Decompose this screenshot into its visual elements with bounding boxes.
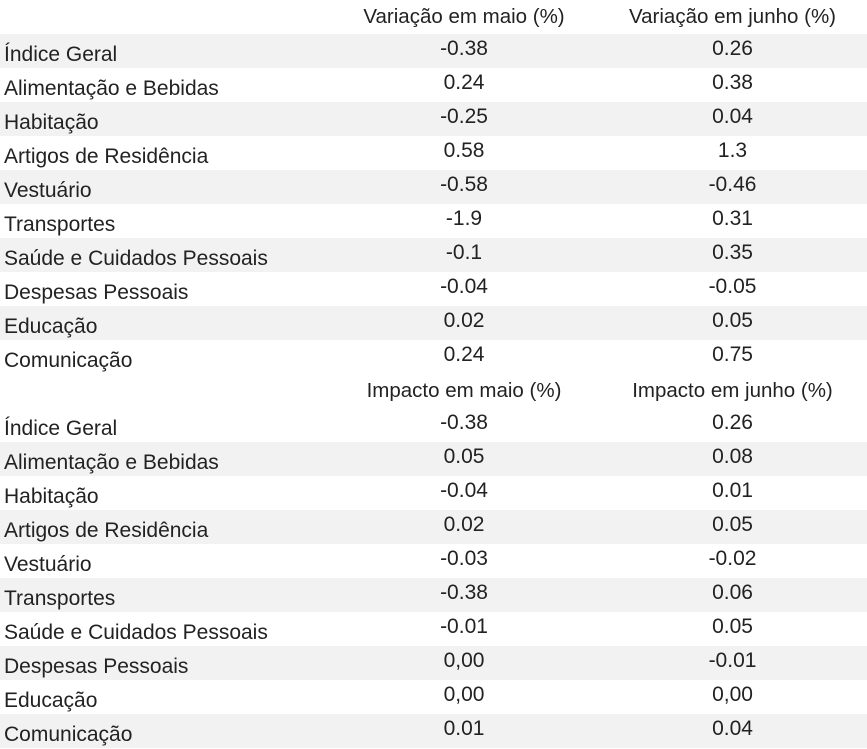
row-value-june: 0.75	[712, 343, 753, 366]
row-value-may: 0.58	[443, 139, 485, 162]
row-label: Educação	[4, 689, 98, 712]
row-value-may: -0.01	[440, 615, 488, 638]
table-row	[0, 272, 867, 306]
table2-header-may: Impacto em maio (%)	[366, 379, 562, 402]
row-label: Artigos de Residência	[4, 145, 209, 168]
row-value-june: -0.02	[708, 547, 757, 570]
table-row	[0, 170, 867, 204]
row-label: Índice Geral	[4, 417, 118, 440]
table-row	[0, 442, 867, 476]
row-value-june: 0.01	[712, 479, 753, 502]
row-value-june: 0.31	[712, 207, 753, 230]
row-label: Artigos de Residência	[4, 519, 209, 542]
row-label: Vestuário	[4, 553, 92, 576]
row-value-may: -0.38	[440, 411, 488, 434]
table1-header-row	[0, 0, 867, 34]
row-value-may: -1.9	[445, 207, 483, 230]
table-row	[0, 646, 867, 680]
row-value-june: 0.04	[712, 105, 753, 128]
table-row	[0, 238, 867, 272]
table-row	[0, 714, 867, 748]
table-row	[0, 408, 867, 442]
table-row	[0, 680, 867, 714]
row-value-june: -0.01	[708, 649, 757, 672]
row-label: Transportes	[4, 213, 116, 236]
row-label: Vestuário	[4, 179, 92, 202]
row-label: Comunicação	[4, 349, 133, 372]
table-row	[0, 544, 867, 578]
row-value-june: 0.35	[712, 241, 753, 264]
row-value-may: 0.24	[443, 343, 485, 366]
table-row	[0, 476, 867, 510]
row-value-june: 1.3	[717, 139, 748, 162]
row-value-may: -0.04	[440, 479, 488, 502]
row-value-may: 0,00	[443, 683, 485, 706]
row-value-may: -0.25	[440, 105, 488, 128]
table2-header-row	[0, 374, 867, 408]
row-value-june: 0.08	[712, 445, 753, 468]
row-label: Despesas Pessoais	[4, 281, 189, 304]
row-label: Alimentação e Bebidas	[4, 451, 219, 474]
row-value-june: 0.26	[712, 411, 753, 434]
table-row	[0, 34, 867, 68]
row-value-may: 0,00	[443, 649, 485, 672]
row-value-may: -0.1	[445, 241, 483, 264]
row-label: Habitação	[4, 111, 99, 134]
table-row	[0, 612, 867, 646]
row-value-june: 0,00	[712, 683, 753, 706]
row-value-may: -0.03	[440, 547, 488, 570]
row-value-june: -0.05	[708, 275, 757, 298]
table1-header-june: Variação em junho (%)	[629, 5, 836, 28]
row-value-may: 0.02	[443, 513, 485, 536]
row-label: Índice Geral	[4, 43, 118, 66]
table-row	[0, 102, 867, 136]
row-value-june: -0.46	[708, 173, 757, 196]
row-value-june: 0.06	[712, 581, 753, 604]
row-label: Alimentação e Bebidas	[4, 77, 219, 100]
table2-header-june: Impacto em junho (%)	[632, 379, 833, 402]
table-row	[0, 204, 867, 238]
row-value-may: 0.05	[443, 445, 485, 468]
row-value-may: -0.38	[440, 37, 488, 60]
row-label: Despesas Pessoais	[4, 655, 189, 678]
row-label: Transportes	[4, 587, 116, 610]
row-value-june: 0.38	[712, 71, 753, 94]
table-row	[0, 578, 867, 612]
row-value-june: 0.05	[712, 513, 753, 536]
row-label: Comunicação	[4, 723, 133, 746]
row-label: Saúde e Cuidados Pessoais	[4, 247, 268, 270]
row-label: Educação	[4, 315, 98, 338]
row-value-june: 0.05	[712, 615, 753, 638]
table1-header-may: Variação em maio (%)	[363, 5, 565, 28]
row-label: Habitação	[4, 485, 99, 508]
row-value-may: -0.04	[440, 275, 488, 298]
row-value-june: 0.26	[712, 37, 753, 60]
table-row	[0, 510, 867, 544]
row-value-june: 0.05	[712, 309, 753, 332]
table-row	[0, 340, 867, 374]
table-row	[0, 306, 867, 340]
table-row	[0, 136, 867, 170]
row-value-june: 0.04	[712, 717, 753, 740]
table-row	[0, 68, 867, 102]
row-value-may: 0.24	[443, 71, 485, 94]
row-value-may: -0.58	[440, 173, 488, 196]
row-label: Saúde e Cuidados Pessoais	[4, 621, 268, 644]
row-value-may: 0.01	[443, 717, 485, 740]
row-value-may: -0.38	[440, 581, 488, 604]
row-value-may: 0.02	[443, 309, 485, 332]
